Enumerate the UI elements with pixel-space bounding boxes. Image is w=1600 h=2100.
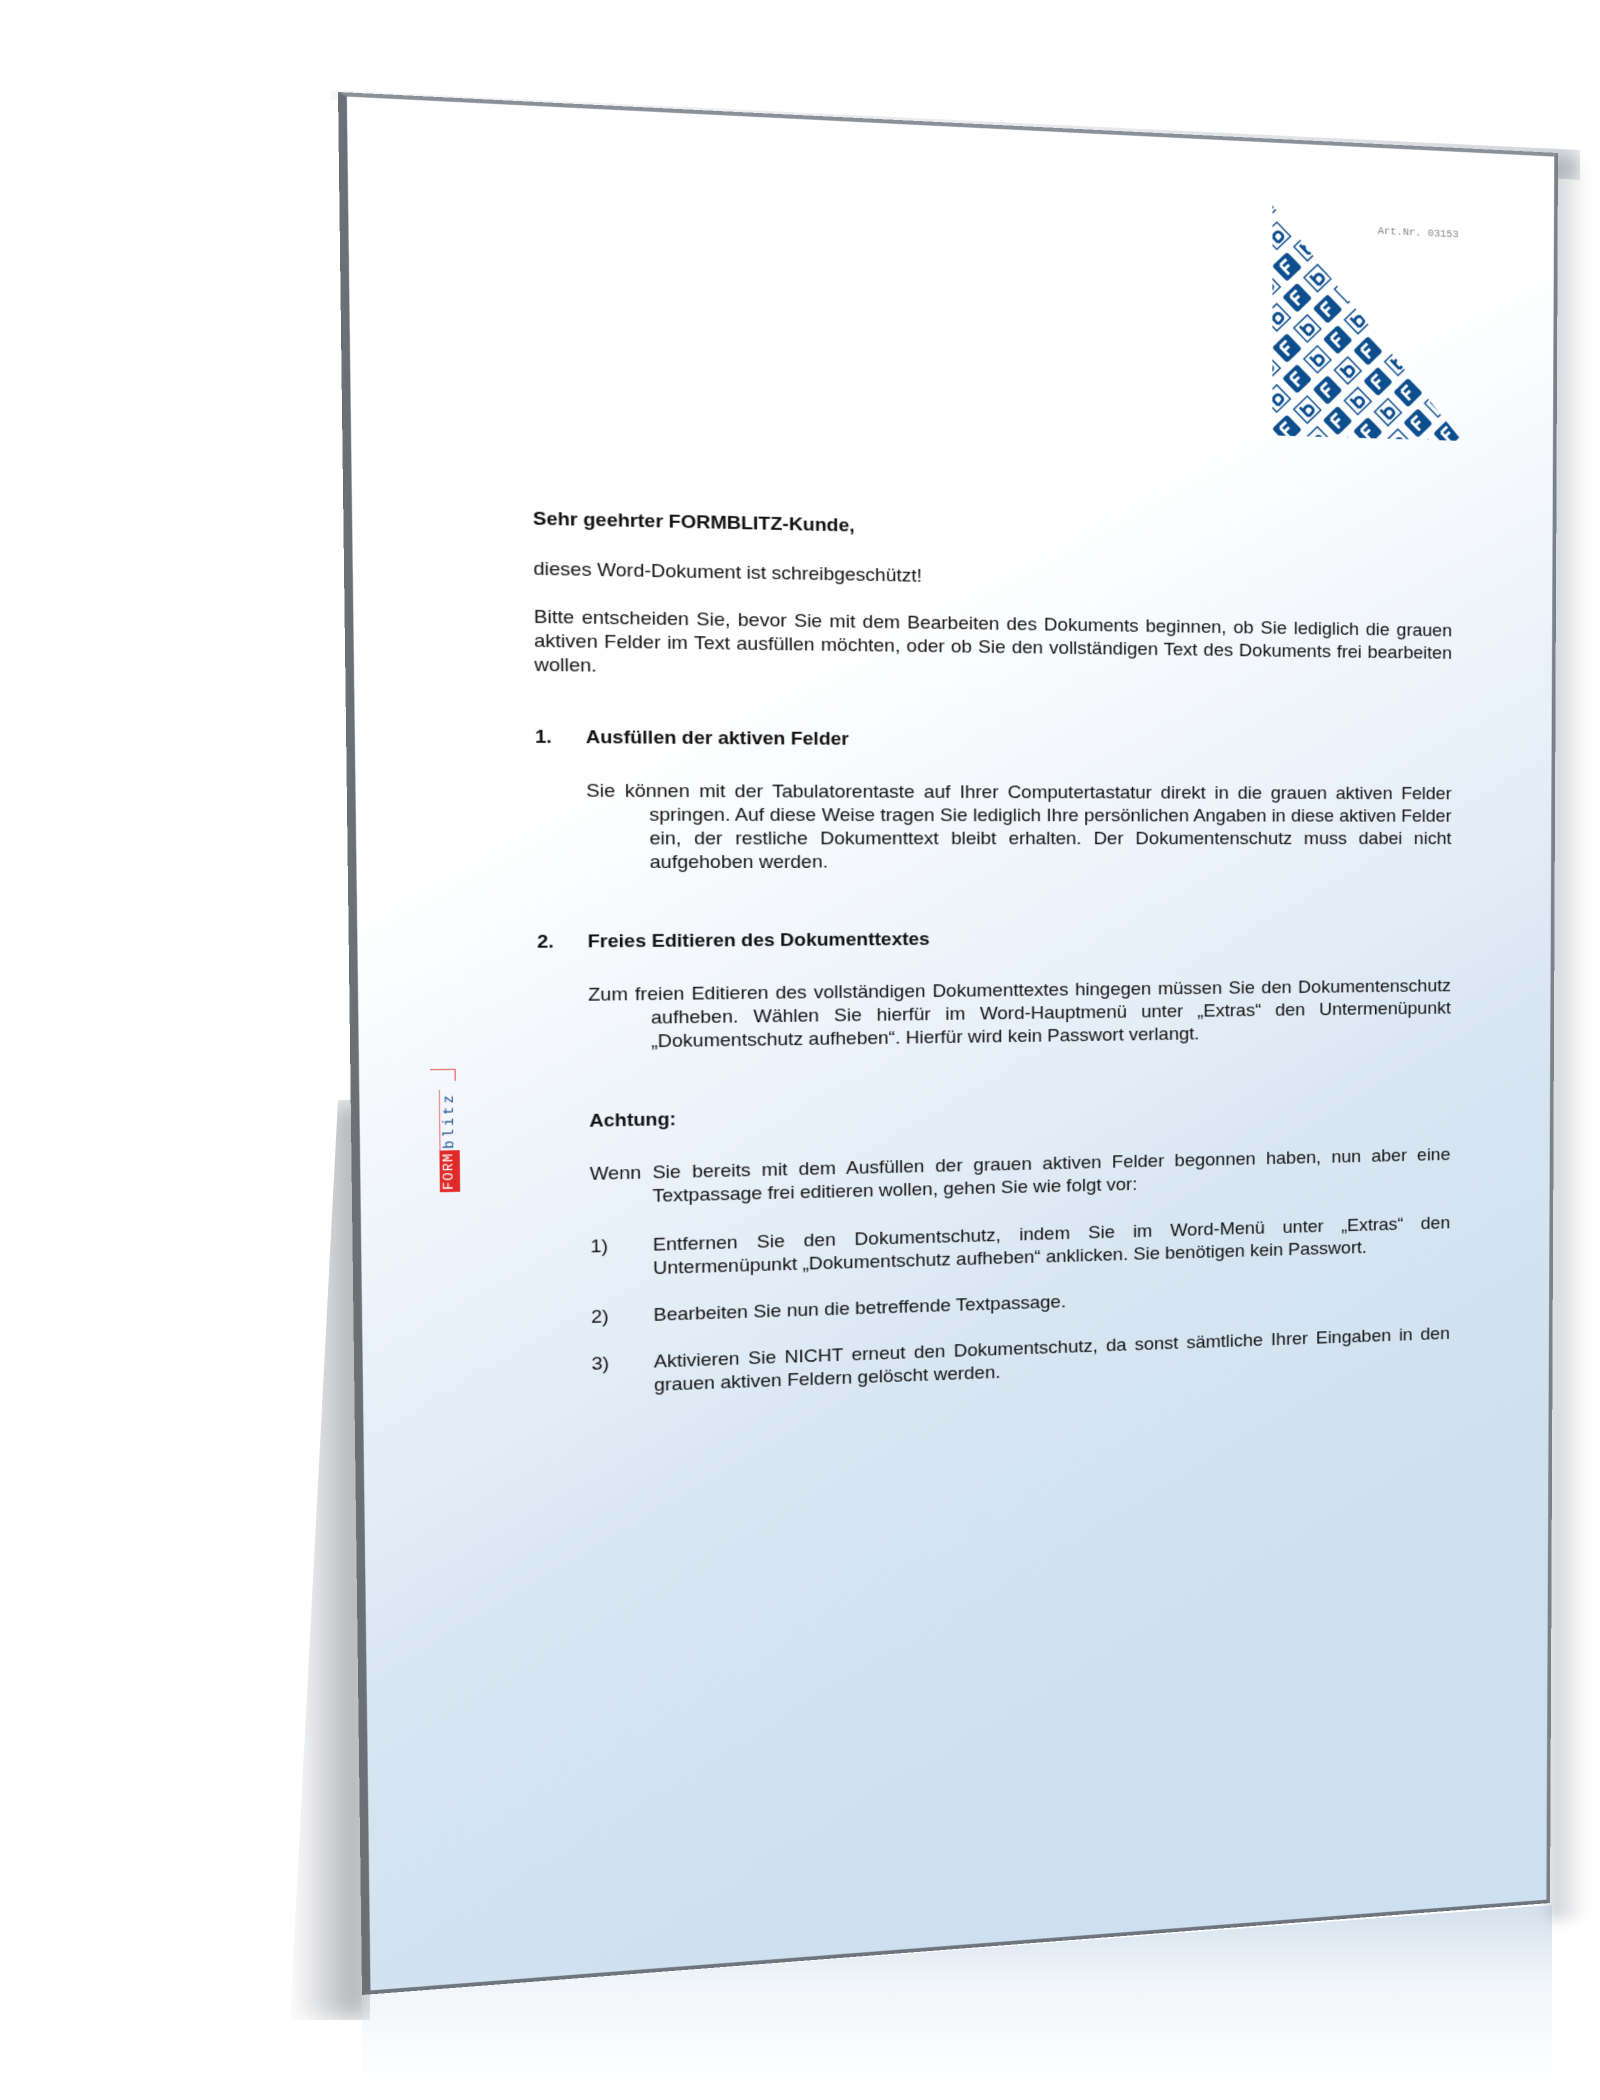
section-body-2: Zum freien Editieren des vollständigen Dokumenttextes hingegen müssen Sie den Dokumentenschutz aufheben. Wählen Sie hierfür im Word-Hauptmenü unter „Extras“ den Untermenüpunkt „Dokumentschutz aufheben“. Hierfür wird kein Passwort verlangt. <box>588 976 1451 1053</box>
step-number: 1) <box>590 1236 609 1258</box>
warning-steps <box>590 1213 1450 1400</box>
decision-text: Bitte entscheiden Sie, bevor Sie mit dem Bearbeiten des Dokuments beginnen, ob Sie lediglich die grauen aktiven Felder im Text ausfüllen möchten, oder ob Sie den vollständigen Text des Dokuments frei bearbeiten wollen. <box>533 606 1453 677</box>
step-number: 3) <box>591 1353 610 1375</box>
article-number: Art.Nr. 03153 <box>1377 226 1459 242</box>
logo-rule-horizontal <box>430 1069 456 1070</box>
logo-form-text: FORM <box>439 1151 460 1193</box>
intro-text: dieses Word-Dokument ist schreibgeschützt! <box>533 558 923 587</box>
step-text: Bearbeiten Sie nun die betreffende Textpassage. <box>653 1292 1067 1326</box>
salutation: Sehr geehrter FORMBLITZ-Kunde, <box>532 508 855 537</box>
step-text: Aktivieren Sie NICHT erneut den Dokumentschutz, da sonst sämtliche Ihrer Eingaben in den grauen aktiven Feldern gelöscht werden. <box>653 1324 1450 1396</box>
section-title: Ausfüllen der aktiven Felder <box>585 727 849 750</box>
section-heading-2 <box>537 925 1451 954</box>
list-item <box>591 1279 1450 1330</box>
list-item <box>590 1213 1450 1283</box>
document-page <box>338 92 1558 1995</box>
warning-title: Achtung: <box>589 1109 677 1132</box>
section-number: 2. <box>537 931 554 953</box>
warning-intro: Wenn Sie bereits mit dem Ausfüllen der grauen aktiven Felder begonnen haben, nun aber eine Textpassage frei editieren wollen, gehen Sie wie folgt vor: <box>589 1145 1451 1207</box>
list-item <box>591 1323 1449 1400</box>
formblitz-side-logo <box>430 1069 468 1219</box>
section-title: Freies Editieren des Dokumenttextes <box>587 929 930 953</box>
section-body-1: Sie können mit der Tabulatorentaste auf Ihrer Computertastatur direkt in die grauen aktiven Felder springen. Auf diese Weise tragen Sie lediglich Ihre persönlichen Angaben in diese aktiven Felder ein, der restliche Dokumenttext bleibt erhalten. Der Dokumentenschutz muss dabei nicht aufgehoben werden. <box>586 780 1452 873</box>
formblitz-pattern-logo-icon <box>1272 205 1462 441</box>
section-heading-1 <box>535 726 1452 756</box>
logo-blitz-text: blitz <box>439 1090 460 1151</box>
step-text: Entfernen Sie den Dokumentschutz, indem Sie im Word-Menü unter „Extras“ den Untermenüpunkt „Dokumentschutz aufheben“ anklicken. Sie benötigen kein Passwort. <box>652 1213 1451 1279</box>
logo-rule-vertical <box>455 1069 456 1081</box>
step-number: 2) <box>591 1306 609 1328</box>
letter-content <box>533 508 1453 1426</box>
section-number: 1. <box>534 726 552 748</box>
